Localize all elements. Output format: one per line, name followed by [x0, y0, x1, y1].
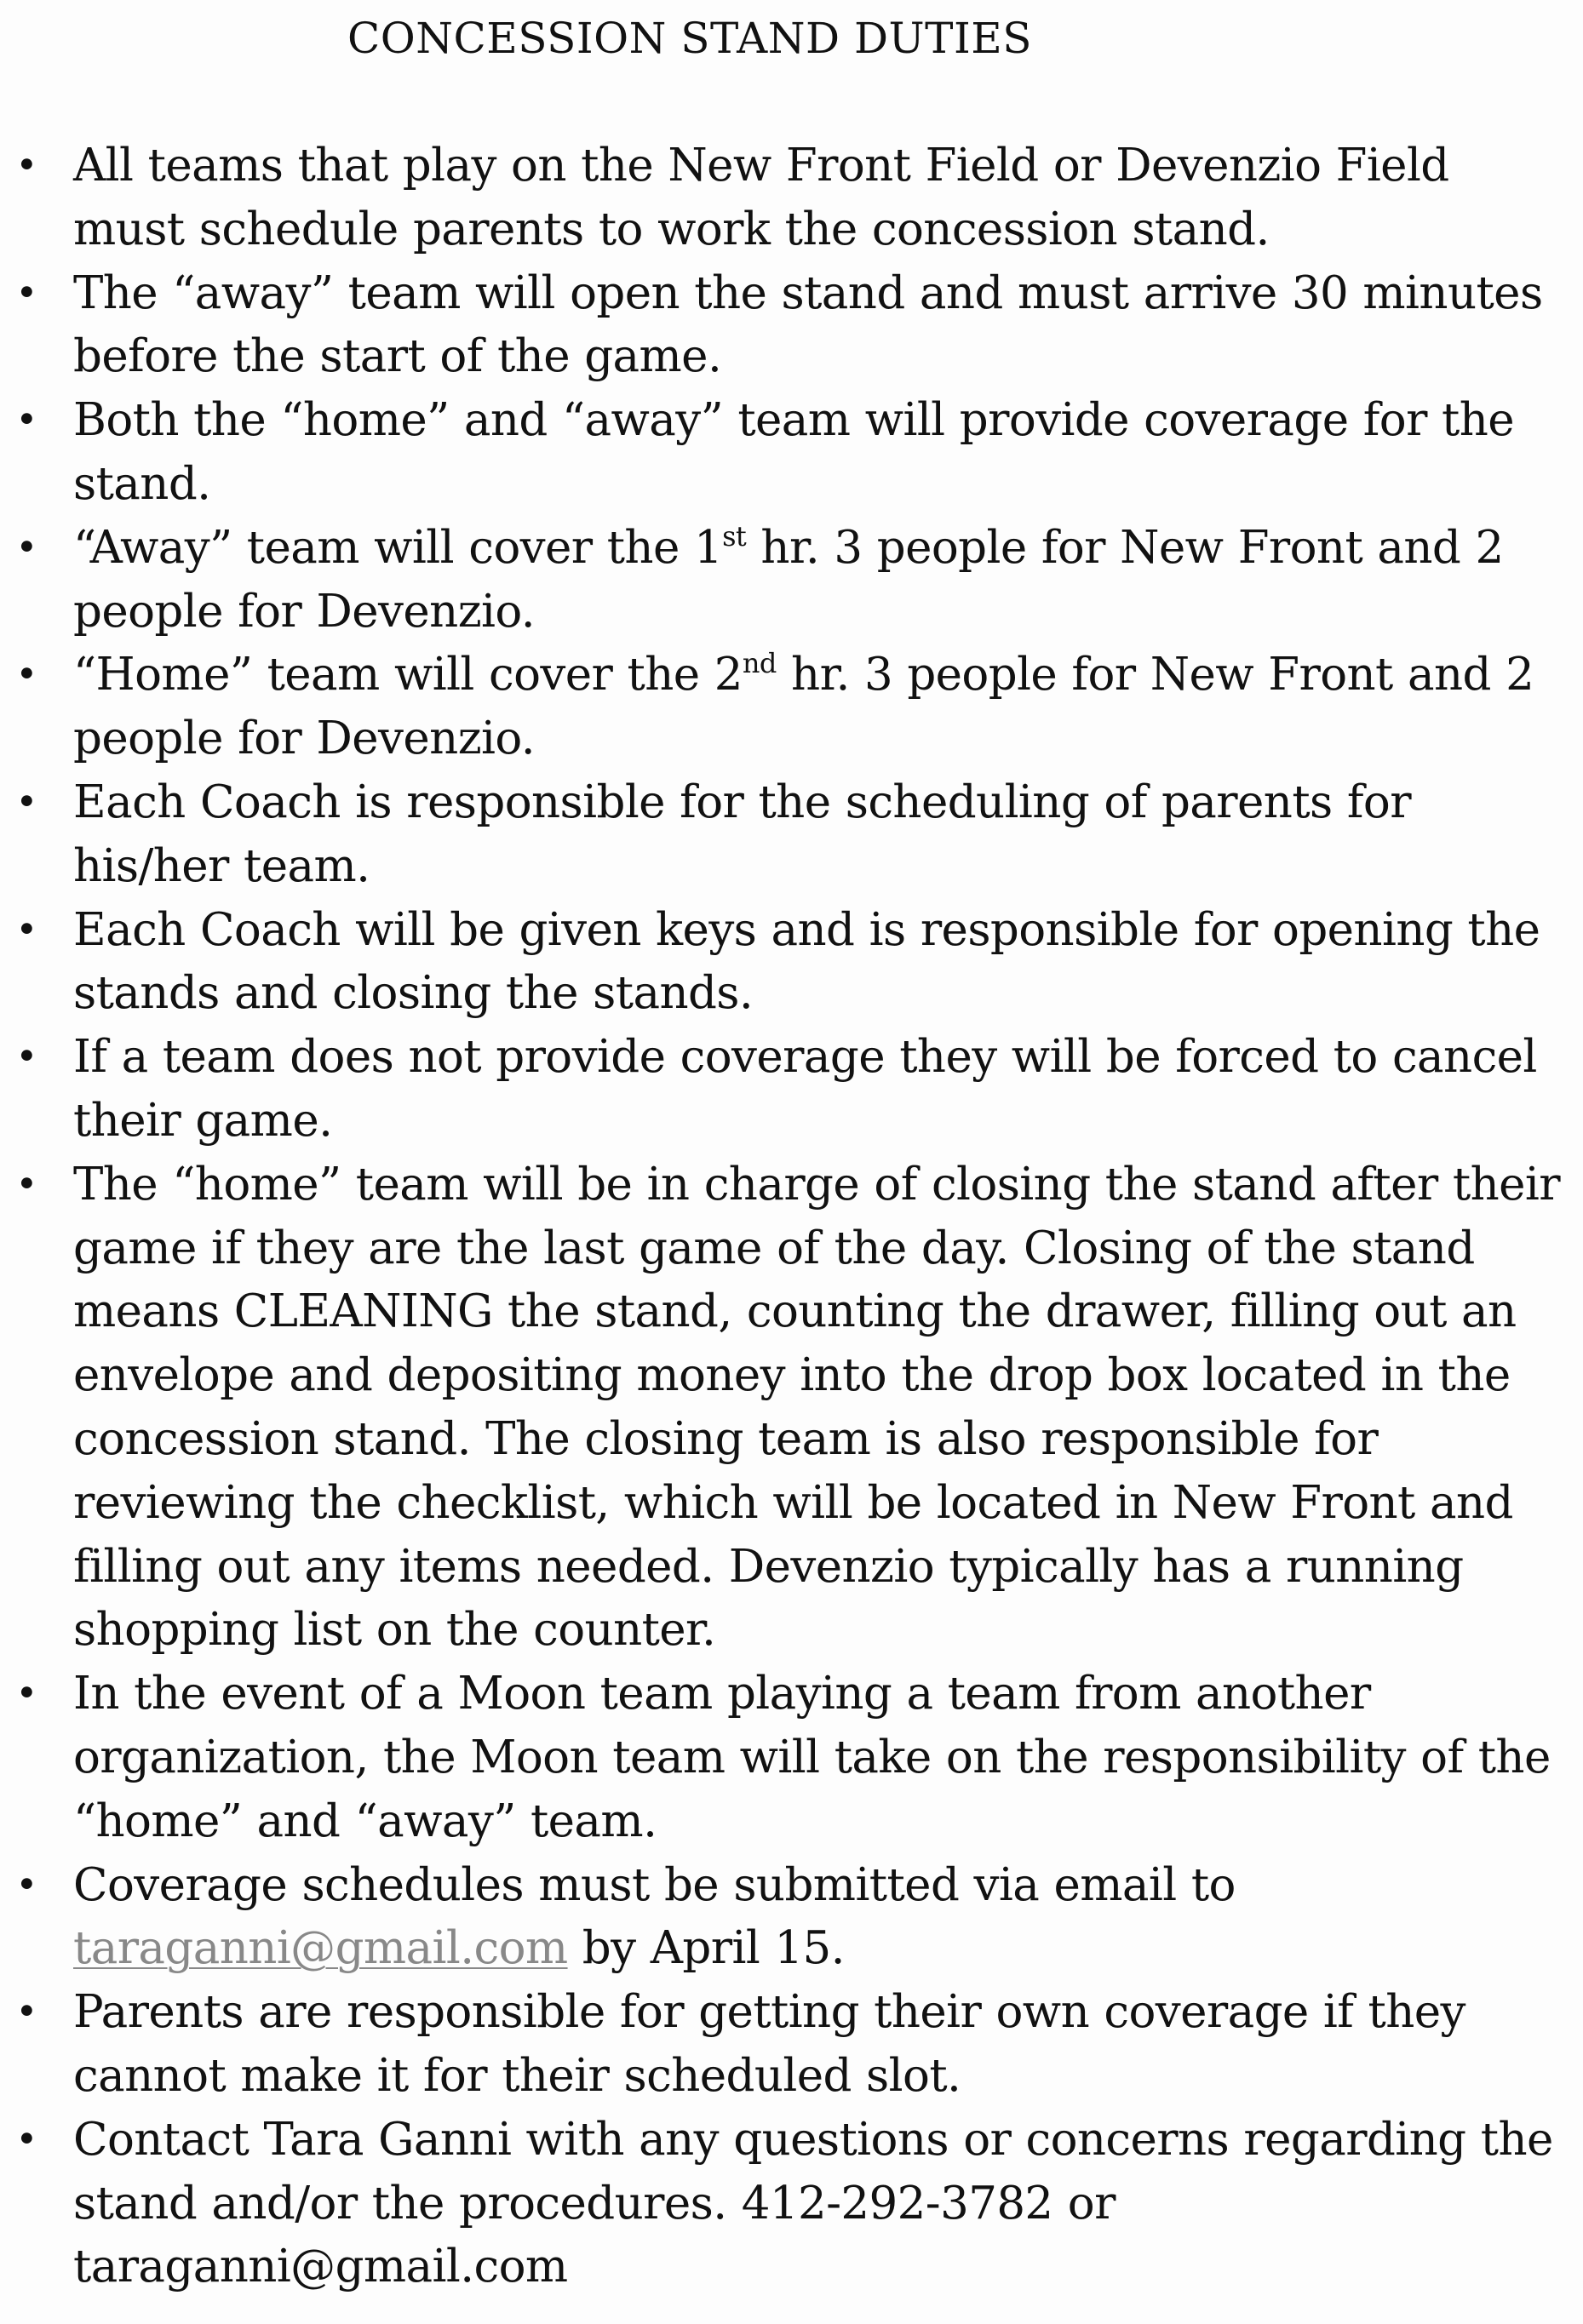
bullet-icon: • — [15, 271, 37, 315]
bullet-icon: • — [15, 1162, 37, 1206]
duty-text: All teams that play on the New Front Field or Devenzio Field must schedule parents to work the concession stand. — [73, 140, 1449, 255]
page-title: CONCESSION STAND DUTIES — [347, 14, 1033, 63]
duty-item — [0, 517, 1583, 644]
contact-email: taraganni@gmail.com — [73, 2241, 568, 2293]
duty-item — [0, 899, 1583, 1027]
duty-text-part: Coverage schedules must be submitted via email to — [73, 1858, 1236, 1911]
duty-text-part: hr. 3 people for New Front and 2 people for Devenzio. — [73, 649, 1534, 765]
duty-item — [0, 262, 1583, 390]
duty-item — [0, 1663, 1583, 1853]
bullet-icon: • — [15, 1035, 37, 1079]
duty-item — [0, 135, 1583, 262]
duty-text-part: “Away” team will cover the 1 — [73, 521, 723, 574]
duty-text: Each Coach is responsible for the scheduling of parents for his/her team. — [73, 776, 1411, 892]
duty-item — [0, 644, 1583, 771]
duty-item — [0, 1854, 1583, 1982]
duty-item — [0, 389, 1583, 517]
ordinal-suffix: st — [722, 519, 747, 552]
duty-item — [0, 1981, 1583, 2109]
duty-item — [0, 1153, 1583, 1663]
duty-text: Parents are responsible for getting their own coverage if they cannot make it for their scheduled slot. — [73, 1986, 1465, 2102]
ordinal-suffix: nd — [742, 647, 777, 680]
duty-text-part: “Home” team will cover the 2 — [73, 649, 743, 701]
duty-text-part: Contact Tara Ganni with any questions or concerns regarding the stand and/or the procedures. — [73, 2113, 1553, 2230]
bullet-icon: • — [15, 1672, 37, 1716]
duty-text: Each Coach will be given keys and is responsible for opening the stands and closing the stands. — [73, 903, 1540, 1020]
email-link[interactable]: taraganni@gmail.com — [73, 1922, 568, 1975]
duty-text — [73, 1854, 1566, 1982]
bullet-icon: • — [15, 907, 37, 952]
duty-text-part: by April 15. — [567, 1922, 845, 1975]
duty-text — [73, 517, 1566, 644]
duty-text: Both the “home” and “away” team will provide coverage for the stand. — [73, 394, 1515, 510]
duty-text-part: or — [1052, 2177, 1116, 2230]
bullet-icon: • — [15, 780, 37, 824]
duty-text — [73, 2109, 1566, 2299]
duty-text: If a team does not provide coverage they will be forced to cancel their game. — [73, 1031, 1537, 1147]
bullet-icon: • — [15, 398, 37, 443]
bullet-icon: • — [15, 1863, 37, 1907]
phone-number: 412-292-3782 — [741, 2177, 1053, 2230]
bullet-icon: • — [15, 525, 37, 570]
duty-text-part: hr. 3 people for New Front and 2 people for Devenzio. — [73, 521, 1504, 638]
duties-list — [0, 135, 1583, 2299]
bullet-icon: • — [15, 144, 37, 187]
bullet-icon: • — [15, 653, 37, 697]
bullet-icon: • — [15, 2117, 37, 2161]
duty-item — [0, 2109, 1583, 2299]
duty-text: The “home” team will be in charge of closing the stand after their game if they are the last game of the day. Closing of the stand means CLEANING the stand, counting the drawer, filling out an envelope and depositing money into the drop box located in the concession stand. The closing team is also responsible for reviewing the checklist, which will be located in New Front and filling out any items needed. Devenzio typically has a running shopping list on the counter. — [73, 1158, 1560, 1657]
bullet-icon: • — [15, 1990, 37, 2035]
duty-item — [0, 1026, 1583, 1153]
duty-text — [73, 644, 1566, 771]
duty-text: In the event of a Moon team playing a team from another organization, the Moon team will take on the responsibility of the “home” and “away” team. — [73, 1668, 1551, 1847]
duty-item — [0, 771, 1583, 899]
duty-text: The “away” team will open the stand and must arrive 30 minutes before the start of the game. — [73, 266, 1543, 383]
